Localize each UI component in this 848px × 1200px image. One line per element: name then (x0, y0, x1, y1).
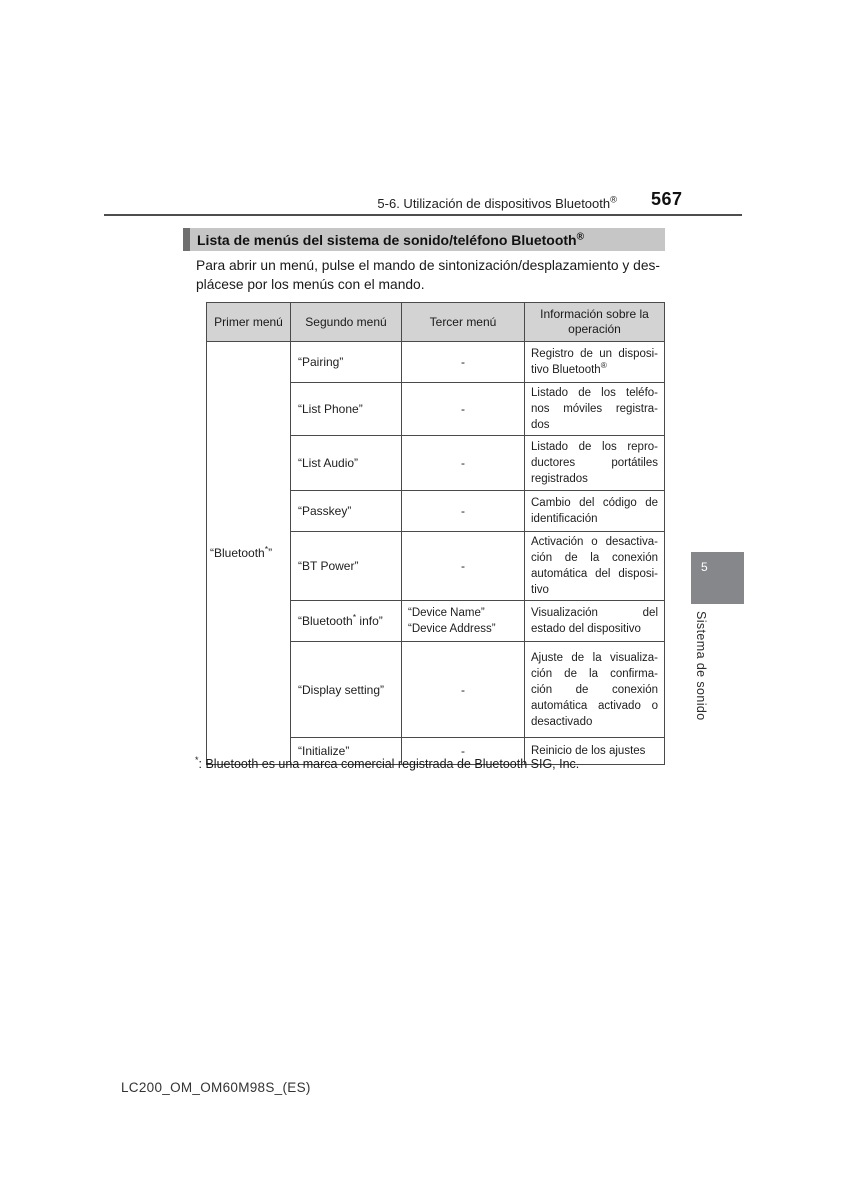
intro-line: plácese por los menús con el mando. (196, 277, 425, 292)
third-menu-cell: - (402, 436, 525, 491)
column-header-info: Información sobre la operación (525, 303, 665, 342)
page-number: 567 (651, 189, 683, 209)
chapter-tab-number: 5 (701, 560, 708, 574)
third-menu-cell: - (402, 342, 525, 383)
third-menu-cell: - (402, 383, 525, 436)
operation-info-cell: Reinicio de los ajustes (525, 738, 665, 765)
second-menu-cell: “BT Power” (291, 532, 402, 601)
column-header-first-menu: Primer menú (207, 303, 291, 342)
second-menu-cell: “Display setting” (291, 642, 402, 738)
header-rule (104, 214, 742, 216)
section-title-bar (183, 228, 665, 251)
second-menu-cell: “Pairing” (291, 342, 402, 383)
table-row (207, 342, 665, 383)
section-title-accent-bar (183, 228, 190, 251)
operation-info-cell: Registro de un disposi- tivo Bluetooth® (525, 342, 665, 383)
third-menu-cell: - (402, 738, 525, 765)
third-menu-cell: - (402, 642, 525, 738)
column-header-third-menu: Tercer menú (402, 303, 525, 342)
operation-info-cell: Activación o desactiva- ción de la conexión automática del disposi- tivo (525, 532, 665, 601)
document-code: LC200_OM_OM60M98S_(ES) (121, 1080, 311, 1095)
section-title: Lista de menús del sistema de sonido/teléfono Bluetooth® (197, 230, 585, 248)
operation-info-cell: Listado de los teléfo- nos móviles registra- dos (525, 383, 665, 436)
column-header-second-menu: Segundo menú (291, 303, 402, 342)
operation-info-cell: Listado de los repro- ductores portátiles registrados (525, 436, 665, 491)
menu-table-body (207, 342, 665, 765)
operation-info-cell: Visualización del estado del dispositivo (525, 601, 665, 642)
second-menu-cell: “Bluetooth* info” (291, 601, 402, 642)
operation-info-cell: Ajuste de la visualiza- ción de la confirma- ción de conexión automática activado o desactivado (525, 642, 665, 738)
third-menu-cell: “Device Name” “Device Address” (402, 601, 525, 642)
operation-info-cell: Cambio del código de identificación (525, 491, 665, 532)
table-header-row (207, 303, 665, 342)
breadcrumb: 5-6. Utilización de dispositivos Bluetooth® (377, 194, 617, 211)
first-menu-cell: “Bluetooth*” (207, 342, 291, 765)
intro-paragraph (196, 256, 660, 294)
intro-line: Para abrir un menú, pulse el mando de sintonización/desplazamiento y des- (196, 258, 660, 273)
second-menu-cell: “List Audio” (291, 436, 402, 491)
third-menu-cell: - (402, 491, 525, 532)
second-menu-cell: “Initialize” (291, 738, 402, 765)
chapter-tab (691, 552, 744, 604)
chapter-tab-label: Sistema de sonido (694, 611, 708, 721)
third-menu-cell: - (402, 532, 525, 601)
second-menu-cell: “Passkey” (291, 491, 402, 532)
bluetooth-menu-table (206, 302, 665, 765)
footnote: *: Bluetooth es una marca comercial registrada de Bluetooth SIG, Inc. (195, 754, 580, 771)
second-menu-cell: “List Phone” (291, 383, 402, 436)
